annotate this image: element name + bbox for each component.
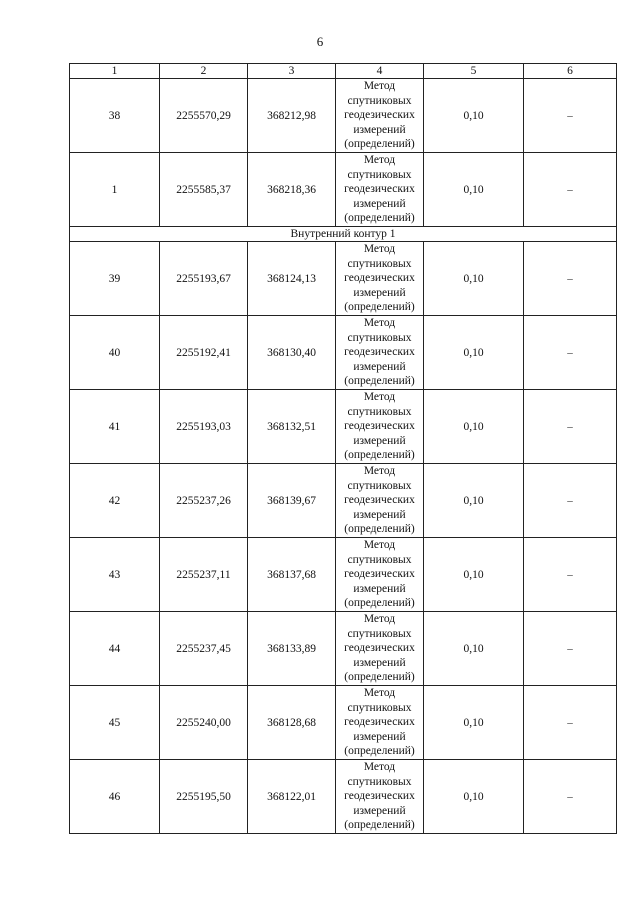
x-coordinate-cell: 2255193,03 — [160, 390, 248, 464]
y-coordinate-cell: 368218,36 — [248, 153, 336, 227]
column-header-2: 2 — [160, 64, 248, 79]
table-row — [70, 79, 617, 153]
method-cell — [336, 153, 424, 227]
method-line: измерений — [353, 508, 406, 521]
x-coordinate-cell: 2255237,11 — [160, 538, 248, 612]
note-cell: – — [524, 760, 617, 834]
method-cell — [336, 538, 424, 612]
method-cell — [336, 686, 424, 760]
x-coordinate-cell: 2255193,67 — [160, 242, 248, 316]
method-line: (определений) — [344, 523, 415, 536]
accuracy-cell: 0,10 — [424, 464, 524, 538]
note-cell: – — [524, 79, 617, 153]
x-coordinate-cell: 2255195,50 — [160, 760, 248, 834]
method-cell — [336, 612, 424, 686]
method-line: измерений — [353, 804, 406, 817]
point-number-cell: 43 — [70, 538, 160, 612]
method-line: геодезических — [344, 716, 415, 729]
method-line: измерений — [353, 656, 406, 669]
method-line: (определений) — [344, 449, 415, 462]
method-line: Метод — [363, 539, 396, 552]
method-line: измерений — [353, 197, 406, 210]
method-line: спутниковых — [347, 257, 412, 270]
column-header-1: 1 — [70, 64, 160, 79]
note-cell: – — [524, 538, 617, 612]
method-line: измерений — [353, 434, 406, 447]
method-line: спутниковых — [347, 701, 412, 714]
contour-heading: Внутренний контур 1 — [70, 227, 617, 242]
x-coordinate-cell: 2255237,45 — [160, 612, 248, 686]
coordinates-table — [69, 63, 617, 834]
accuracy-cell: 0,10 — [424, 686, 524, 760]
y-coordinate-cell: 368124,13 — [248, 242, 336, 316]
method-line: геодезических — [344, 494, 415, 507]
point-number-cell: 41 — [70, 390, 160, 464]
table-row — [70, 612, 617, 686]
point-number-cell: 45 — [70, 686, 160, 760]
accuracy-cell: 0,10 — [424, 242, 524, 316]
note-cell: – — [524, 612, 617, 686]
method-line: Метод — [363, 465, 396, 478]
note-cell: – — [524, 686, 617, 760]
method-line: (определений) — [344, 597, 415, 610]
method-line: геодезических — [344, 642, 415, 655]
accuracy-cell: 0,10 — [424, 612, 524, 686]
accuracy-cell: 0,10 — [424, 390, 524, 464]
point-number-cell: 44 — [70, 612, 160, 686]
y-coordinate-cell: 368212,98 — [248, 79, 336, 153]
note-cell: – — [524, 316, 617, 390]
table-row — [70, 760, 617, 834]
contour-section — [70, 227, 617, 242]
method-line: спутниковых — [347, 405, 412, 418]
method-line: геодезических — [344, 109, 415, 122]
method-line: Метод — [363, 761, 396, 774]
method-line: Метод — [363, 317, 396, 330]
method-line: измерений — [353, 286, 406, 299]
method-line: (определений) — [344, 138, 415, 151]
y-coordinate-cell: 368128,68 — [248, 686, 336, 760]
x-coordinate-cell: 2255192,41 — [160, 316, 248, 390]
column-header-4: 4 — [336, 64, 424, 79]
accuracy-cell: 0,10 — [424, 79, 524, 153]
table-row — [70, 390, 617, 464]
column-header-6: 6 — [524, 64, 617, 79]
accuracy-cell: 0,10 — [424, 538, 524, 612]
method-line: спутниковых — [347, 94, 412, 107]
note-cell: – — [524, 242, 617, 316]
x-coordinate-cell: 2255237,26 — [160, 464, 248, 538]
method-line: измерений — [353, 582, 406, 595]
method-line: спутниковых — [347, 479, 412, 492]
accuracy-cell: 0,10 — [424, 153, 524, 227]
table-body-inner-contour — [70, 242, 617, 834]
table-row — [70, 316, 617, 390]
accuracy-cell: 0,10 — [424, 760, 524, 834]
y-coordinate-cell: 368137,68 — [248, 538, 336, 612]
point-number-cell: 39 — [70, 242, 160, 316]
table-row — [70, 464, 617, 538]
y-coordinate-cell: 368132,51 — [248, 390, 336, 464]
method-line: измерений — [353, 730, 406, 743]
note-cell: – — [524, 153, 617, 227]
accuracy-cell: 0,10 — [424, 316, 524, 390]
method-line: измерений — [353, 123, 406, 136]
method-line: (определений) — [344, 375, 415, 388]
table-row — [70, 242, 617, 316]
method-cell — [336, 464, 424, 538]
method-line: (определений) — [344, 301, 415, 314]
page-number: 6 — [316, 34, 324, 49]
method-line: (определений) — [344, 745, 415, 758]
method-cell — [336, 242, 424, 316]
method-line: спутниковых — [347, 331, 412, 344]
point-number-cell: 42 — [70, 464, 160, 538]
method-line: спутниковых — [347, 168, 412, 181]
method-line: геодезических — [344, 420, 415, 433]
method-line: геодезических — [344, 568, 415, 581]
method-line: спутниковых — [347, 775, 412, 788]
method-line: спутниковых — [347, 553, 412, 566]
method-line: геодезических — [344, 272, 415, 285]
x-coordinate-cell: 2255570,29 — [160, 79, 248, 153]
point-number-cell: 38 — [70, 79, 160, 153]
table-row — [70, 686, 617, 760]
x-coordinate-cell: 2255240,00 — [160, 686, 248, 760]
method-line: измерений — [353, 360, 406, 373]
method-line: Метод — [363, 391, 396, 404]
method-line: (определений) — [344, 671, 415, 684]
method-line: Метод — [363, 243, 396, 256]
point-number-cell: 40 — [70, 316, 160, 390]
table-row — [70, 538, 617, 612]
note-cell: – — [524, 464, 617, 538]
method-cell — [336, 316, 424, 390]
method-line: Метод — [363, 80, 396, 93]
method-line: спутниковых — [347, 627, 412, 640]
method-cell — [336, 760, 424, 834]
table-body-outer-contour — [70, 79, 617, 227]
y-coordinate-cell: 368139,67 — [248, 464, 336, 538]
method-line: геодезических — [344, 183, 415, 196]
table-row — [70, 153, 617, 227]
method-line: Метод — [363, 687, 396, 700]
method-line: Метод — [363, 154, 396, 167]
method-line: (определений) — [344, 819, 415, 832]
x-coordinate-cell: 2255585,37 — [160, 153, 248, 227]
column-header-5: 5 — [424, 64, 524, 79]
method-cell — [336, 390, 424, 464]
column-header-3: 3 — [248, 64, 336, 79]
table-header-row — [70, 64, 617, 79]
method-cell — [336, 79, 424, 153]
method-line: геодезических — [344, 346, 415, 359]
method-line: геодезических — [344, 790, 415, 803]
point-number-cell: 46 — [70, 760, 160, 834]
method-line: Метод — [363, 613, 396, 626]
y-coordinate-cell: 368122,01 — [248, 760, 336, 834]
note-cell: – — [524, 390, 617, 464]
y-coordinate-cell: 368133,89 — [248, 612, 336, 686]
y-coordinate-cell: 368130,40 — [248, 316, 336, 390]
contour-heading-row — [70, 227, 617, 242]
point-number-cell: 1 — [70, 153, 160, 227]
method-line: (определений) — [344, 212, 415, 225]
